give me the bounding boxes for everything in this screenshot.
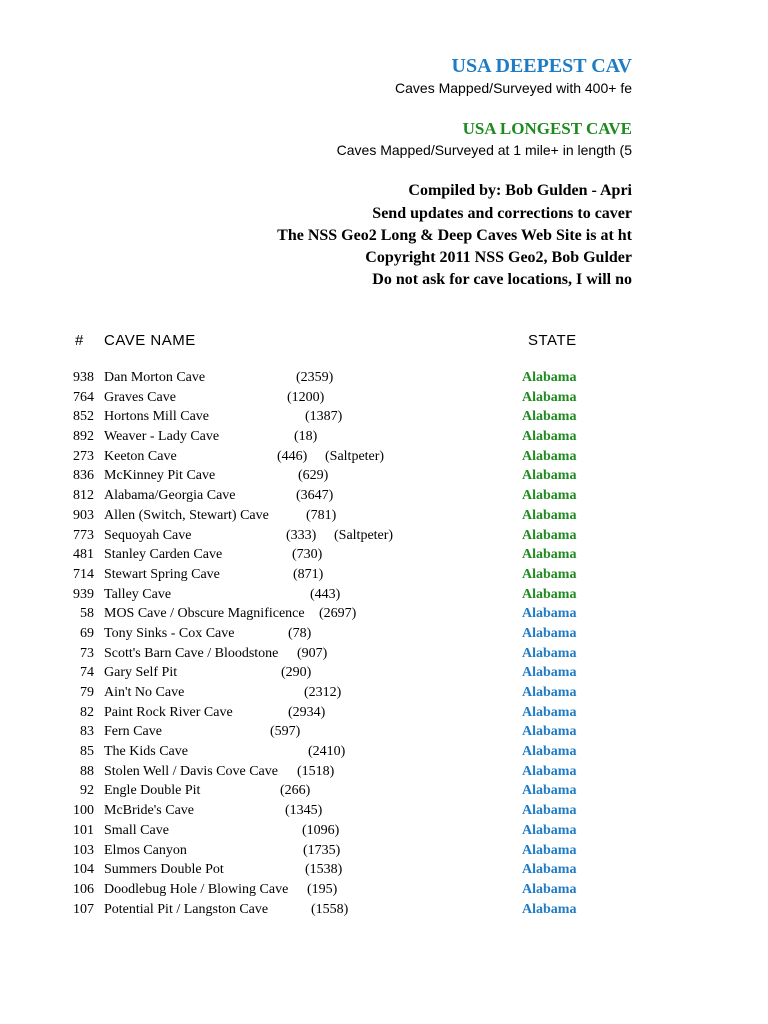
cave-name: Summers Double Pot [104,862,224,878]
cave-row [0,587,768,607]
cave-row [0,606,768,626]
cave-row [0,370,768,390]
locations-notice-line: Do not ask for cave locations, I will no [372,271,632,288]
cave-name: Stanley Carden Cave [104,547,223,563]
cave-state: Alabama [522,744,577,760]
deepest-caves-title: USA DEEPEST CAV [451,55,632,77]
cave-rank: 104 [73,862,94,878]
cave-measure: (2410) [308,744,346,760]
cave-note: (Saltpeter) [334,527,394,543]
column-header-cave-name: CAVE NAME [104,332,196,349]
cave-row [0,882,768,902]
cave-measure: (1096) [302,822,340,838]
cave-state: Alabama [522,842,577,858]
cave-name: Small Cave [104,822,169,838]
cave-row [0,390,768,410]
cave-rank: 892 [73,429,94,445]
cave-name: Potential Pit / Langston Cave [104,901,269,917]
cave-measure: (266) [280,783,311,799]
cave-measure: (18) [294,429,318,445]
cave-row [0,705,768,725]
cave-name: MOS Cave / Obscure Magnificence [104,606,305,622]
updates-line: Send updates and corrections to caver [372,205,632,222]
cave-rank: 79 [80,685,94,700]
cave-rank: 100 [73,803,94,819]
column-header-state: STATE [528,332,577,349]
cave-state: Alabama [522,507,577,523]
cave-name: Ain't No Cave [104,685,185,700]
cave-name: Stewart Spring Cave [104,566,220,582]
cave-rank: 88 [80,763,94,779]
cave-name: McBride's Cave [104,803,195,819]
cave-state: Alabama [522,547,577,563]
cave-measure: (2697) [319,606,357,622]
cave-state: Alabama [522,704,577,720]
cave-name: The Kids Cave [104,744,188,760]
cave-rank: 73 [80,645,94,661]
cave-row [0,764,768,784]
cave-measure: (1200) [287,389,325,405]
cave-measure: (2312) [304,685,342,700]
cave-rank: 764 [73,389,94,405]
cave-rank: 903 [73,507,94,523]
cave-rank: 82 [80,704,94,720]
cave-row [0,744,768,764]
cave-name: Graves Cave [104,389,176,405]
cave-measure: (1735) [303,842,341,858]
cave-name: Engle Double Pit [104,783,201,799]
longest-caves-title: USA LONGEST CAVE [462,119,632,138]
cave-state: Alabama [522,724,577,740]
cave-state: Alabama [522,488,577,504]
cave-rank: 107 [73,901,94,917]
deepest-caves-subtitle: Caves Mapped/Surveyed with 400+ fe [395,80,632,96]
cave-row [0,685,768,705]
cave-row [0,843,768,863]
cave-state: Alabama [522,606,577,622]
cave-state: Alabama [522,763,577,779]
cave-row [0,508,768,528]
cave-state: Alabama [522,685,577,700]
cave-rank: 85 [80,744,94,760]
cave-row [0,803,768,823]
cave-measure: (907) [297,645,328,661]
cave-name: Paint Rock River Cave [104,704,233,720]
cave-list [0,370,768,921]
cave-state: Alabama [522,803,577,819]
cave-row [0,626,768,646]
cave-name: Dan Morton Cave [104,370,206,385]
cave-state: Alabama [522,625,577,641]
cave-measure: (1345) [285,803,323,819]
cave-row [0,409,768,429]
cave-measure: (1387) [305,409,343,425]
cave-row [0,902,768,922]
cave-rank: 92 [80,783,94,799]
cave-row [0,665,768,685]
cave-measure: (629) [298,468,329,484]
copyright-line: Copyright 2011 NSS Geo2, Bob Gulder [365,249,632,266]
cave-state: Alabama [522,822,577,838]
cave-state: Alabama [522,566,577,582]
cave-name: Alabama/Georgia Cave [104,488,236,504]
cave-rank: 83 [80,724,94,740]
cave-note: (Saltpeter) [325,448,385,464]
cave-measure: (2934) [288,704,326,720]
cave-row [0,567,768,587]
cave-measure: (1518) [297,763,335,779]
cave-state: Alabama [522,586,577,602]
cave-row [0,528,768,548]
cave-measure: (333) [286,527,317,543]
cave-name: McKinney Pit Cave [104,468,216,484]
cave-row [0,429,768,449]
cave-rank: 852 [73,409,94,425]
cave-row [0,823,768,843]
cave-measure: (443) [310,586,341,602]
cave-measure: (871) [293,566,324,582]
cave-measure: (597) [270,724,301,740]
cave-measure: (446) [277,448,308,464]
cave-rank: 74 [80,665,94,681]
cave-rank: 273 [73,448,94,464]
cave-name: Sequoyah Cave [104,527,192,543]
cave-measure: (1538) [305,862,343,878]
cave-rank: 714 [73,566,94,582]
cave-name: Talley Cave [104,586,172,602]
cave-row [0,468,768,488]
cave-row [0,547,768,567]
cave-rank: 836 [73,468,94,484]
website-line: The NSS Geo2 Long & Deep Caves Web Site is at ht [277,227,632,244]
cave-rank: 481 [73,547,94,563]
cave-measure: (730) [292,547,323,563]
cave-row [0,862,768,882]
cave-measure: (2359) [296,370,334,385]
cave-name: Scott's Barn Cave / Bloodstone [104,645,279,661]
cave-name: Stolen Well / Davis Cove Cave [104,763,278,779]
cave-measure: (1558) [311,901,349,917]
cave-name: Allen (Switch, Stewart) Cave [104,507,269,523]
cave-name: Hortons Mill Cave [104,409,209,425]
cave-row [0,646,768,666]
cave-state: Alabama [522,448,577,464]
cave-measure: (781) [306,507,337,523]
cave-state: Alabama [522,901,577,917]
cave-name: Doodlebug Hole / Blowing Cave [104,881,289,897]
compiled-by-line: Compiled by: Bob Gulden - Apri [408,182,632,199]
cave-state: Alabama [522,429,577,445]
cave-rank: 101 [73,822,94,838]
cave-name: Keeton Cave [104,448,177,464]
cave-rank: 939 [73,586,94,602]
cave-state: Alabama [522,783,577,799]
cave-name: Fern Cave [104,724,162,740]
cave-rank: 106 [73,881,94,897]
cave-measure: (3647) [296,488,334,504]
cave-row [0,488,768,508]
cave-state: Alabama [522,881,577,897]
cave-row [0,724,768,744]
cave-name: Tony Sinks - Cox Cave [104,625,235,641]
cave-name: Gary Self Pit [104,665,178,681]
cave-rank: 58 [80,606,94,622]
cave-state: Alabama [522,389,577,405]
cave-state: Alabama [522,468,577,484]
cave-row [0,449,768,469]
cave-state: Alabama [522,665,577,681]
cave-row [0,783,768,803]
cave-rank: 938 [73,370,94,385]
cave-state: Alabama [522,645,577,661]
cave-measure: (195) [307,881,338,897]
cave-name: Elmos Canyon [104,842,187,858]
cave-state: Alabama [522,862,577,878]
column-header-number: # [75,332,84,349]
cave-state: Alabama [522,370,577,385]
cave-rank: 773 [73,527,94,543]
cave-rank: 103 [73,842,94,858]
longest-caves-subtitle: Caves Mapped/Surveyed at 1 mile+ in length (5 [336,142,632,158]
cave-rank: 69 [80,625,94,641]
cave-name: Weaver - Lady Cave [104,429,220,445]
cave-state: Alabama [522,527,577,543]
cave-measure: (78) [288,625,312,641]
cave-measure: (290) [281,665,312,681]
cave-rank: 812 [73,488,94,504]
cave-state: Alabama [522,409,577,425]
